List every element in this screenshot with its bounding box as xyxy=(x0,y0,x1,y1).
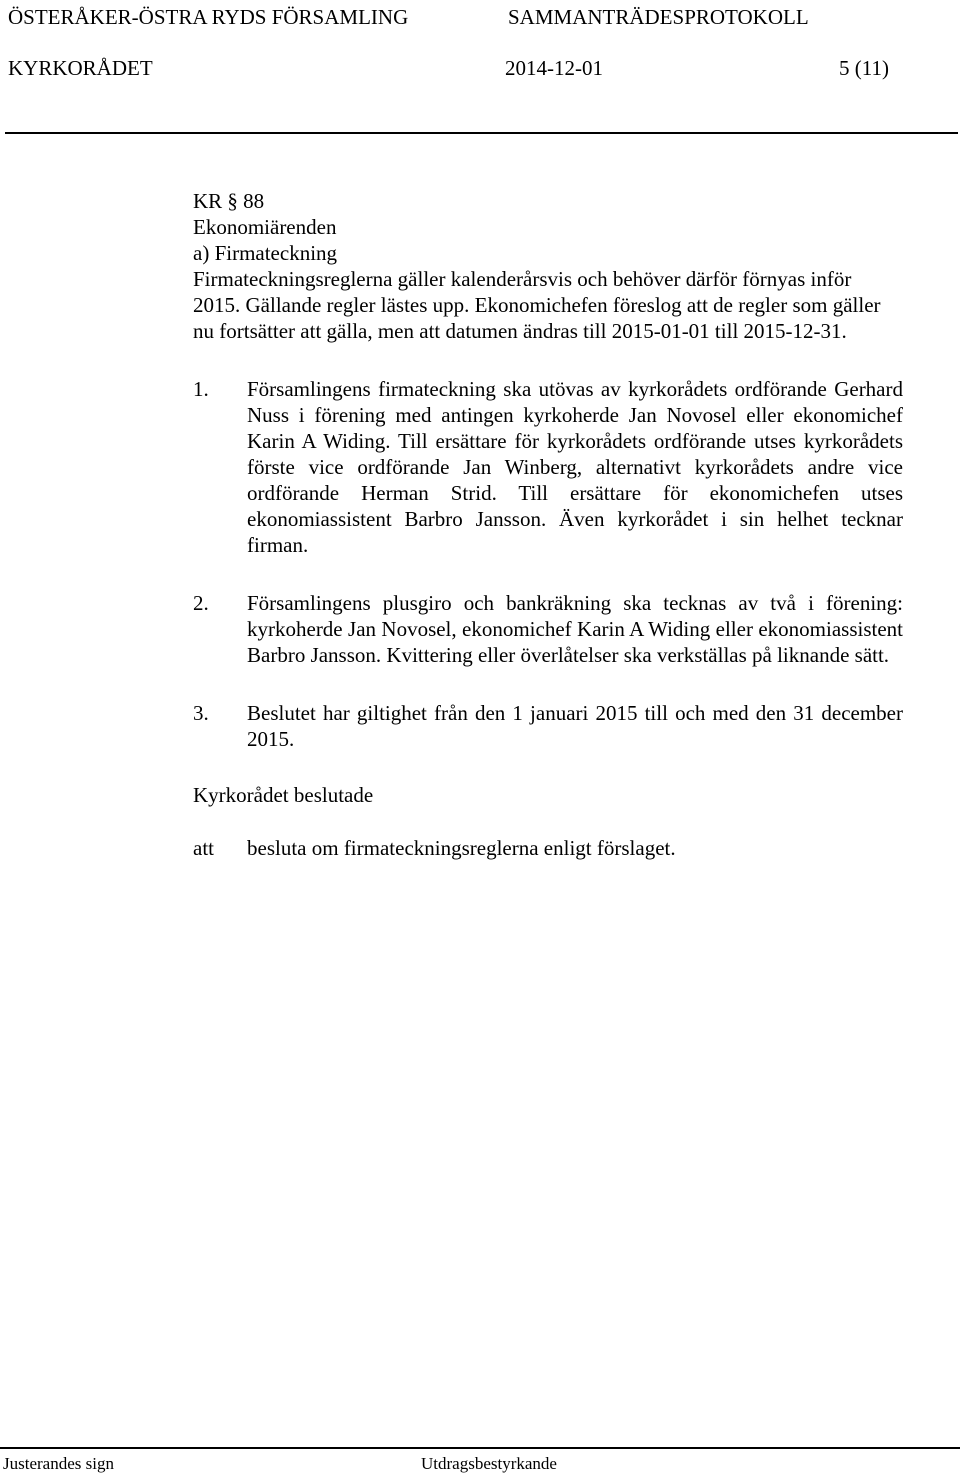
list-item-number: 2. xyxy=(193,591,209,615)
organization-name: ÖSTERÅKER-ÖSTRA RYDS FÖRSAMLING xyxy=(8,5,409,29)
list-item-number: 1. xyxy=(193,377,209,401)
list-item-text: Församlingens plusgiro och bankräkning ska tecknas av två i förening: kyrkoherde Jan Novosel, ekonomichef Karin A Widing eller ekonomiassistent Barbro Jansson. Kvittering eller överlåtelser ska verkställas på liknande sätt. xyxy=(247,591,903,667)
header-divider xyxy=(5,132,958,134)
decision-points-list xyxy=(193,376,903,752)
section-id: KR § 88 xyxy=(193,189,265,213)
section-title: Ekonomiärenden xyxy=(193,215,337,239)
decision-row xyxy=(193,835,903,861)
meeting-date: 2014-12-01 xyxy=(505,56,603,80)
section-content xyxy=(193,188,903,861)
body-name: KYRKORÅDET xyxy=(8,56,153,80)
list-item-text: Beslutet har giltighet från den 1 januari 2015 till och med den 31 december 2015. xyxy=(247,701,903,751)
footer-signature-label: Justerandes sign xyxy=(3,1454,114,1473)
section-subtitle: a) Firmateckning xyxy=(193,241,338,265)
footer-divider xyxy=(0,1447,960,1449)
document-type: SAMMANTRÄDESPROTOKOLL xyxy=(508,5,809,29)
list-item xyxy=(193,700,903,752)
list-item-text: Församlingens firmateckning ska utövas av kyrkorådets ordförande Gerhard Nuss i förening med antingen kyrkoherde Jan Novosel eller ekonomichef Karin A Widing. Till ersättare för kyrkorådets ordförande utses kyrkorådets förste vice ordförande Jan Winberg, alternativt kyrkorådets andre vice ordförande Herman Strid. Till ersättare för ekonomichefen utses ekonomiassistent Barbro Jansson. Även kyrkorådet i sin helhet tecknar firman. xyxy=(247,377,903,557)
decision-lead: att xyxy=(193,836,214,860)
decision-heading: Kyrkorådet beslutade xyxy=(193,783,374,807)
decision-text: besluta om firmateckningsreglerna enligt förslaget. xyxy=(247,836,676,860)
list-item xyxy=(193,590,903,668)
intro-paragraph: Firmateckningsreglerna gäller kalenderårsvis och behöver därför förnyas inför 2015. Gällande regler lästes upp. Ekonomichefen föreslog att de regler som gäller nu fortsätter att gälla, men att datumen ändras till 2015-01-01 till 2015-12-31. xyxy=(193,267,881,343)
footer-certification-label: Utdragsbestyrkande xyxy=(421,1454,557,1473)
page-number: 5 (11) xyxy=(839,56,889,80)
list-item-number: 3. xyxy=(193,701,209,725)
list-item xyxy=(193,376,903,558)
